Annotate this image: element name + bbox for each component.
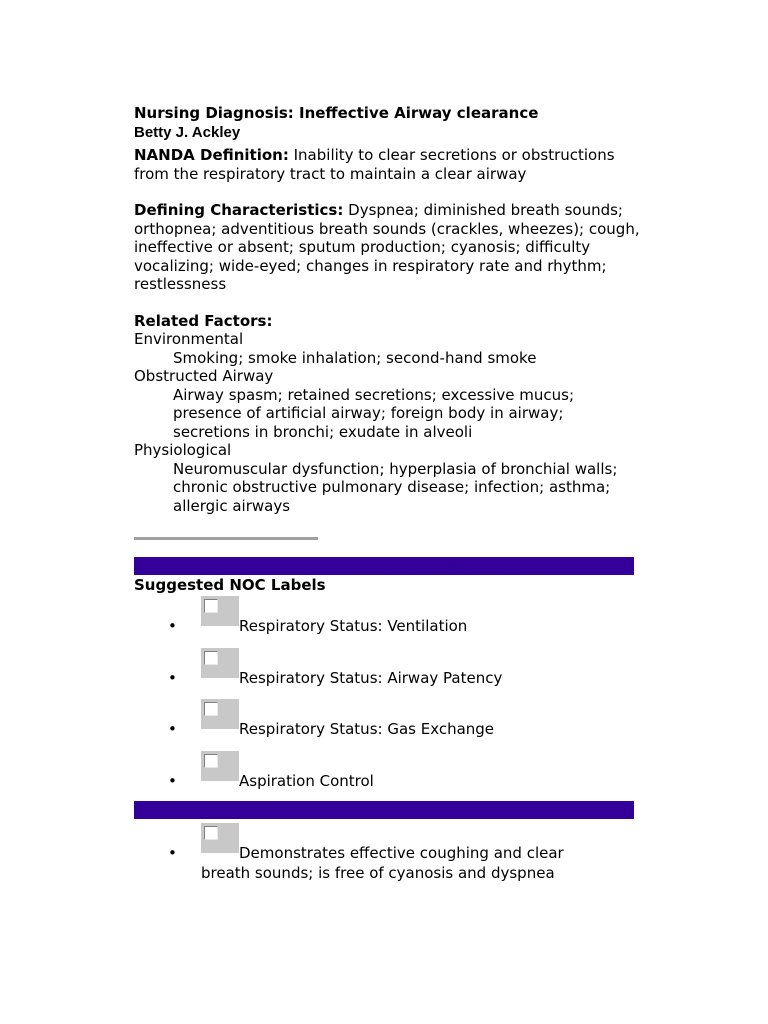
- checkbox-square-icon: [204, 754, 218, 768]
- related-factor-detail: Neuromuscular dysfunction; hyperplasia of bronchial walls; chronic obstructive pulmonary disease; infection; asthma; allergic airways: [173, 459, 618, 515]
- nanda-definition: [134, 146, 644, 183]
- client-outcomes-bar: [134, 801, 634, 819]
- bullet-icon: •: [168, 617, 177, 635]
- related-factor-detail: Airway spasm; retained secretions; excessive mucus; presence of artificial airway; foreign body in airway; secretions in bronchi; exudate in alveoli: [173, 385, 575, 441]
- related-factor-category: Obstructed Airway: [134, 367, 274, 385]
- defining-characteristics: [134, 201, 644, 294]
- checkbox[interactable]: [201, 648, 239, 678]
- noc-label: Respiratory Status: Airway Patency: [239, 669, 503, 687]
- bullet-icon: •: [168, 720, 177, 738]
- nanda-definition-label: NANDA Definition:: [134, 146, 289, 164]
- noc-label: Respiratory Status: Gas Exchange: [239, 720, 495, 738]
- client-outcome-line: breath sounds; is free of cyanosis and dyspnea: [201, 864, 555, 882]
- related-factor-detail: Smoking; smoke inhalation; second-hand smoke: [173, 348, 537, 367]
- list-item: [168, 616, 638, 636]
- checkbox[interactable]: [201, 823, 239, 853]
- client-outcome-line: Demonstrates effective coughing and clear: [239, 844, 564, 862]
- client-outcomes-bar-label: Client Outcomes: [134, 801, 274, 819]
- bullet-icon: •: [168, 844, 177, 862]
- list-item: [168, 771, 638, 791]
- related-factor-category: Physiological: [134, 441, 232, 459]
- checkbox[interactable]: [201, 699, 239, 729]
- bullet-icon: •: [168, 772, 177, 790]
- noc-label: Respiratory Status: Ventilation: [239, 617, 468, 635]
- related-factor-category: Environmental: [134, 330, 244, 348]
- checkbox-square-icon: [204, 599, 218, 613]
- list-item: [168, 719, 638, 739]
- suggested-noc-labels-heading: Suggested NOC Labels: [134, 576, 326, 594]
- noc-outcomes-bar-label: NOC Outcomes (Nursing Outcomes Classification): [134, 557, 553, 575]
- related-factors-heading: Related Factors:: [134, 311, 273, 330]
- checkbox-square-icon: [204, 651, 218, 665]
- defining-characteristics-text: Dyspnea; diminished breath sounds; orthopnea; adventitious breath sounds (crackles, wheezes); cough, ineffective or absent; sputum production; cyanosis; difficulty vocalizing; wide-eyed; changes in respiratory rate and rhythm; restlessness: [134, 201, 640, 293]
- checkbox[interactable]: [201, 596, 239, 626]
- document-body: [134, 103, 644, 515]
- document-title: Nursing Diagnosis: Ineffective Airway clearance: [134, 104, 539, 122]
- defining-characteristics-label: Defining Characteristics:: [134, 201, 344, 219]
- bullet-icon: •: [168, 669, 177, 687]
- checkbox[interactable]: [201, 751, 239, 781]
- checkbox-square-icon: [204, 702, 218, 716]
- document-author: Betty J. Ackley: [134, 124, 241, 141]
- noc-outcomes-bar: [134, 557, 634, 575]
- nanda-definition-text: Inability to clear secretions or obstructions from the respiratory tract to maintain a clear airway: [134, 146, 615, 183]
- horizontal-rule: [134, 537, 318, 540]
- checkbox-square-icon: [204, 826, 218, 840]
- list-item: [168, 668, 638, 688]
- list-item: [168, 843, 638, 883]
- noc-label: Aspiration Control: [239, 772, 374, 790]
